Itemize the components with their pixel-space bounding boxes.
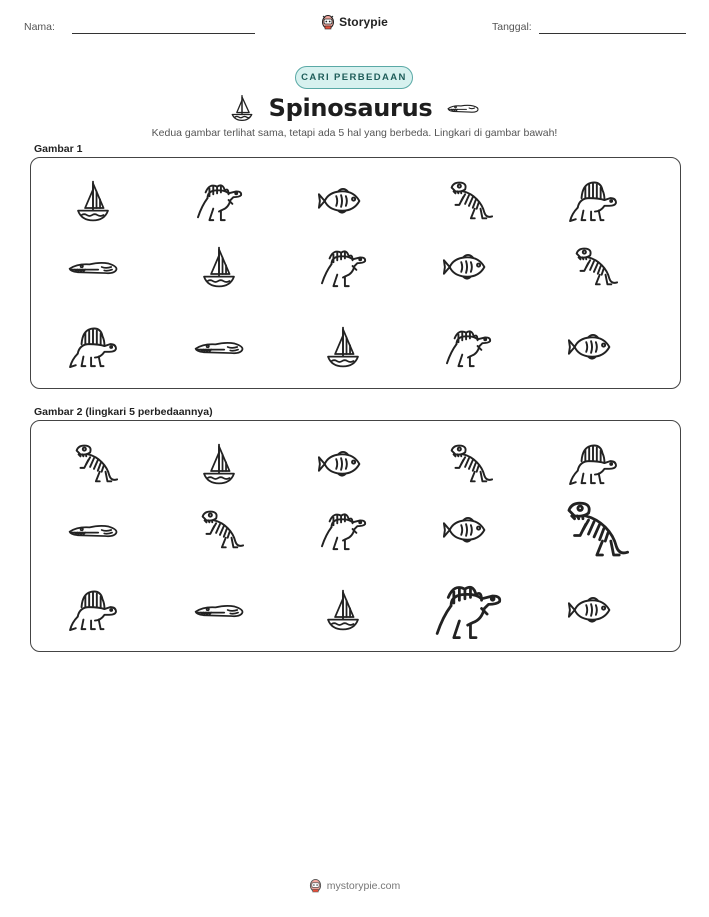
dinosaur-skeleton-icon[interactable]: [442, 442, 494, 486]
spinosaurus-icon: [442, 325, 494, 369]
sailboat-icon: [193, 245, 245, 289]
crocodile-icon: [67, 245, 119, 289]
page-title: Spinosaurus: [268, 94, 433, 122]
crocodile-icon[interactable]: [193, 588, 245, 632]
sailboat-icon: [317, 325, 369, 369]
date-label: Tanggal:: [492, 21, 532, 33]
name-label: Nama:: [24, 21, 55, 33]
dinosaur-skeleton-icon: [442, 179, 494, 223]
name-line[interactable]: [72, 33, 255, 34]
fish-icon: [317, 179, 369, 223]
picture2-label: Gambar 2 (lingkari 5 perbedaannya): [34, 406, 213, 418]
footer-url[interactable]: mystorypie.com: [326, 879, 401, 892]
fish-icon: [442, 245, 494, 289]
crocodile-icon: [193, 325, 245, 369]
footer: [0, 878, 709, 893]
crocodile-icon: [446, 101, 480, 115]
instructions: Kedua gambar terlihat sama, tetapi ada 5 hal yang berbeda. Lingkari di gambar bawah!: [151, 127, 558, 139]
spinosaurus-icon: [317, 245, 369, 289]
sailboat-icon: [229, 93, 255, 123]
crocodile-icon[interactable]: [67, 508, 119, 552]
title-row: [0, 90, 709, 126]
spinosaurus-standing-icon[interactable]: [567, 442, 619, 486]
brand-name: Storypie: [339, 15, 388, 29]
spinosaurus-standing-icon: [567, 179, 619, 223]
fish-icon[interactable]: [442, 508, 494, 552]
picture1-label: Gambar 1: [34, 143, 83, 155]
picture1-panel: [30, 157, 681, 389]
spinosaurus-icon[interactable]: [430, 578, 505, 642]
dinosaur-skeleton-icon[interactable]: [67, 442, 119, 486]
picture2-panel[interactable]: [30, 420, 681, 652]
dinosaur-skeleton-icon[interactable]: [193, 508, 245, 552]
fish-icon: [567, 325, 619, 369]
date-line[interactable]: [539, 33, 686, 34]
sailboat-icon[interactable]: [193, 442, 245, 486]
fish-icon[interactable]: [567, 588, 619, 632]
brand-logo: [0, 14, 709, 30]
sailboat-icon: [67, 179, 119, 223]
fish-icon[interactable]: [317, 442, 369, 486]
storypie-mascot-icon: [309, 878, 322, 893]
activity-badge: CARI PERBEDAAN: [295, 66, 413, 89]
spinosaurus-icon: [193, 179, 245, 223]
dinosaur-skeleton-icon: [567, 245, 619, 289]
dinosaur-skeleton-icon[interactable]: [555, 498, 630, 562]
spinosaurus-standing-icon[interactable]: [67, 588, 119, 632]
storypie-mascot-icon: [321, 14, 335, 30]
sailboat-icon[interactable]: [317, 588, 369, 632]
spinosaurus-standing-icon: [67, 325, 119, 369]
spinosaurus-icon[interactable]: [317, 508, 369, 552]
